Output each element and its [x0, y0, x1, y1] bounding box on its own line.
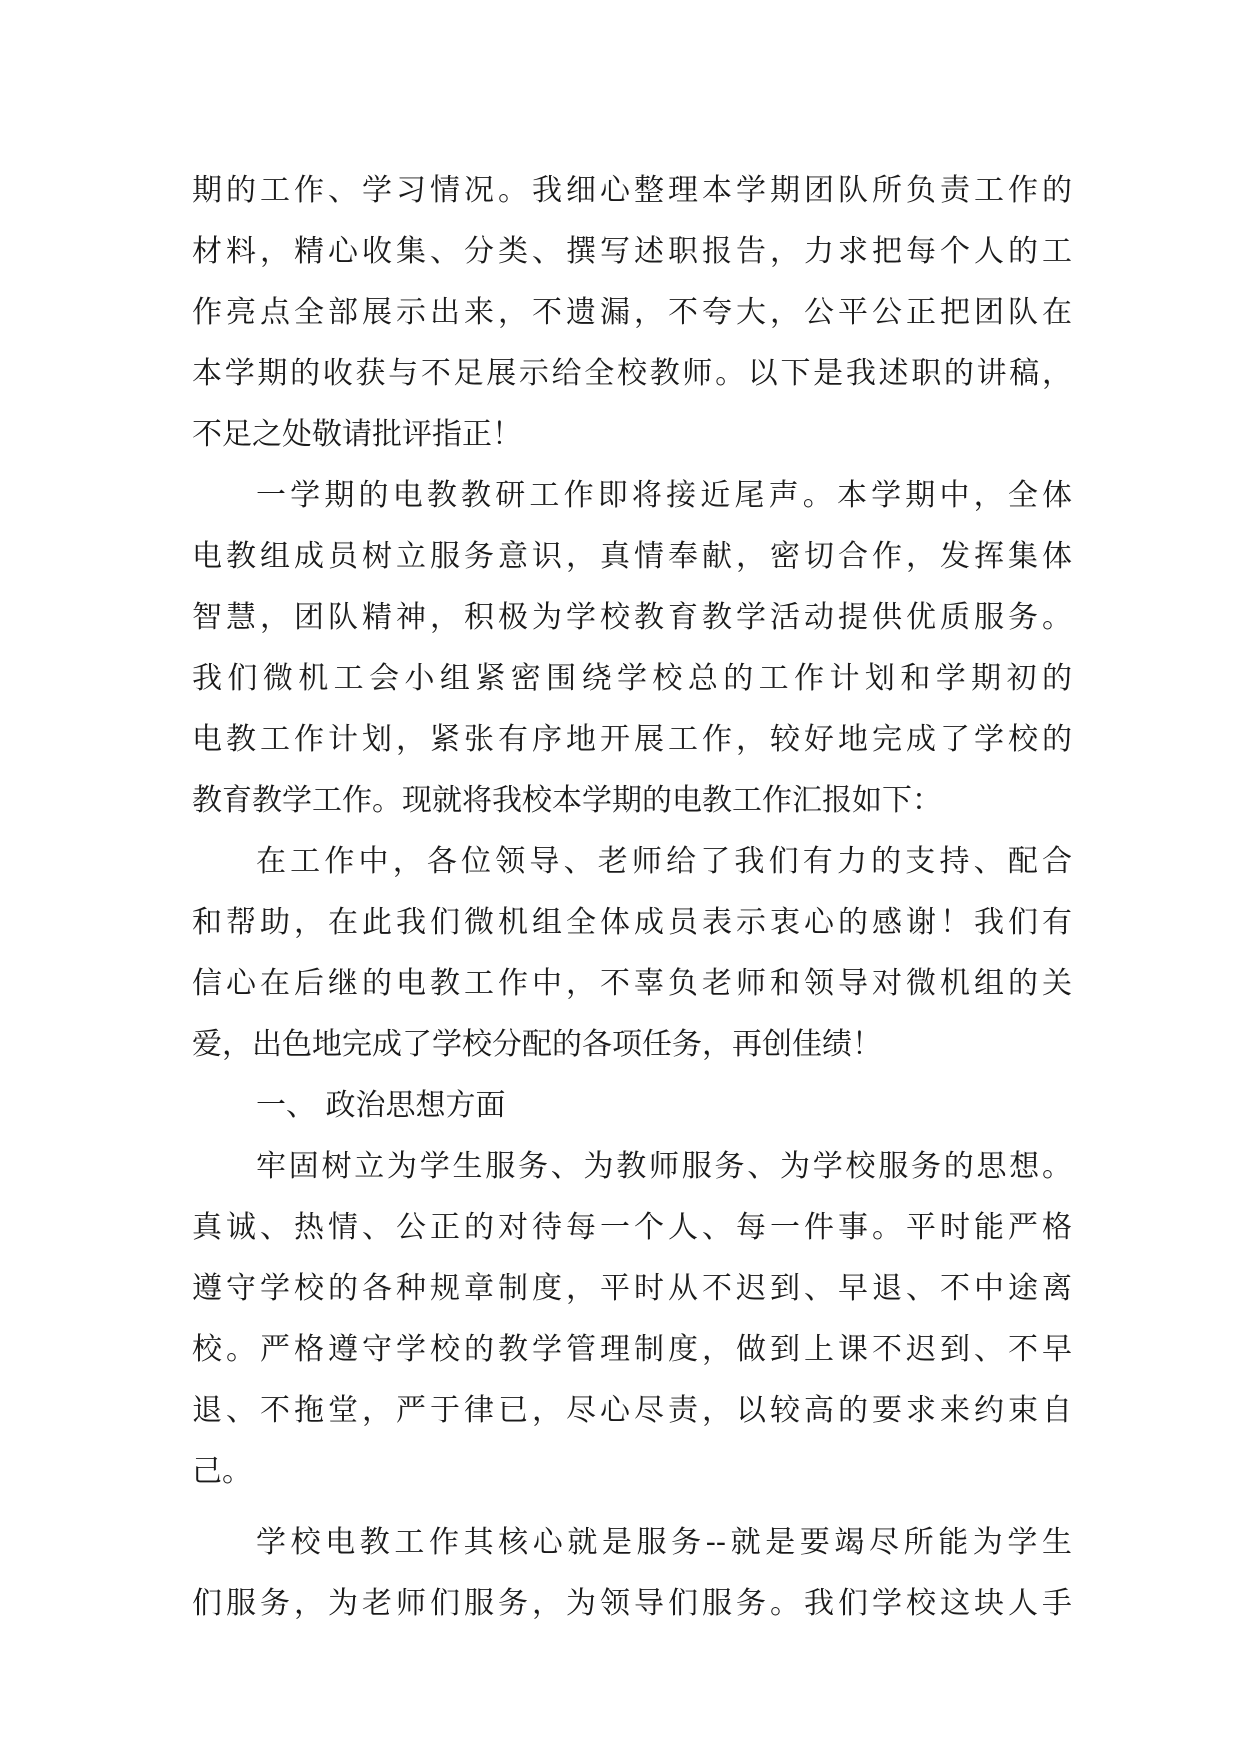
text-line: 在工作中，各位领导、老师给了我们有力的支持、配合: [256, 844, 1072, 879]
text-line: 爱，出色地完成了学校分配的各项任务，再创佳绩！: [192, 1027, 882, 1062]
text-line: 真诚、热情、公正的对待每一个人、每一件事。平时能严格: [192, 1210, 1072, 1245]
text-line: 退、不拖堂，严于律已，尽心尽责，以较高的要求来约束自: [192, 1393, 1072, 1428]
text-line: 信心在后继的电教工作中，不辜负老师和领导对微机组的关: [192, 966, 1072, 1001]
text-line: 校。严格遵守学校的教学管理制度，做到上课不迟到、不早: [192, 1332, 1072, 1367]
text-line: 材料，精心收集、分类、撰写述职报告，力求把每个人的工: [192, 234, 1072, 269]
text-line: 智慧，团队精神，积极为学校教育教学活动提供优质服务。: [192, 600, 1072, 635]
text-line: 教育教学工作。现就将我校本学期的电教工作汇报如下：: [192, 783, 942, 818]
text-line: 我们微机工会小组紧密围绕学校总的工作计划和学期初的: [192, 661, 1072, 696]
paragraph-gap: [192, 1502, 1072, 1512]
text-line: 不足之处敬请批评指正！: [192, 417, 522, 452]
text-line: 作亮点全部展示出来，不遗漏，不夸大，公平公正把团队在: [192, 295, 1072, 330]
text-line: 本学期的收获与不足展示给全校教师。以下是我述职的讲稿，: [192, 356, 1072, 391]
text-line: 学校电教工作其核心就是服务--就是要竭尽所能为学生: [256, 1525, 1072, 1560]
text-line: 期的工作、学习情况。我细心整理本学期团队所负责工作的: [192, 173, 1072, 208]
text-line: 电教组成员树立服务意识，真情奉献，密切合作，发挥集体: [192, 539, 1072, 574]
text-line: 们服务，为老师们服务，为领导们服务。我们学校这块人手: [192, 1586, 1072, 1621]
text-line: 遵守学校的各种规章制度，平时从不迟到、早退、不中途离: [192, 1271, 1072, 1306]
section-heading: 一、 政治思想方面: [256, 1088, 506, 1123]
document-body: [192, 160, 1072, 1634]
text-line: 己。: [192, 1454, 252, 1489]
text-line: 牢固树立为学生服务、为教师服务、为学校服务的思想。: [256, 1149, 1072, 1184]
text-line: 电教工作计划，紧张有序地开展工作，较好地完成了学校的: [192, 722, 1072, 757]
text-line: 和帮助，在此我们微机组全体成员表示衷心的感谢！我们有: [192, 905, 1072, 940]
text-line: 一学期的电教教研工作即将接近尾声。本学期中，全体: [256, 478, 1072, 513]
